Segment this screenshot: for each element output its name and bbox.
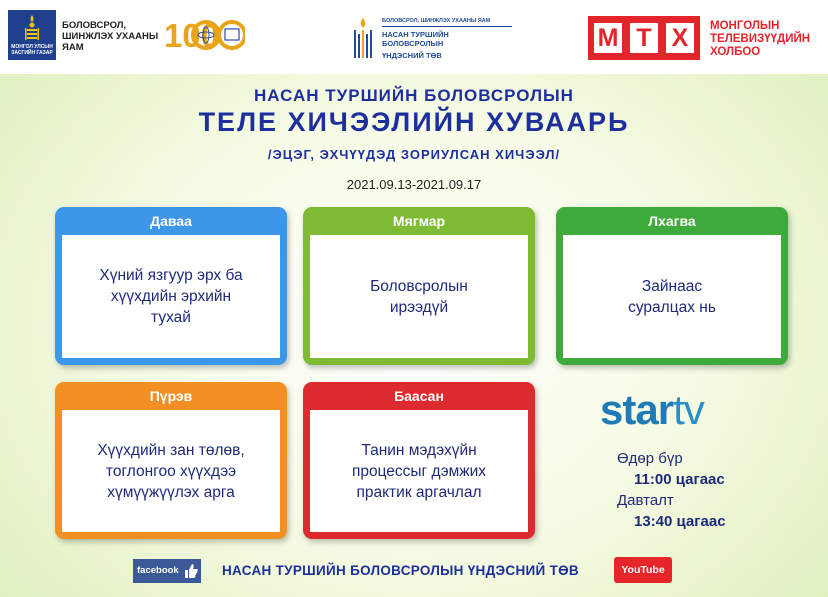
lesson-title: Хүний язгуур эрх ба хүүхдийн эрхийн тухай xyxy=(62,235,280,358)
mtx-name: МОНГОЛЫН ТЕЛЕВИЗҮҮДИЙН ХОЛБОО xyxy=(710,20,811,58)
government-logo xyxy=(8,10,56,60)
day-label: Лхагва xyxy=(648,213,696,229)
date-range: 2021.09.13-2021.09.17 xyxy=(346,177,482,192)
title-line-1: НАСАН ТУРШИЙН БОЛОВСРОЛЫН xyxy=(254,86,574,105)
daily-time: 11:00 цагаас xyxy=(634,471,725,488)
lesson-title: Боловсролын ирээдүй xyxy=(310,235,528,358)
schedule-card-thursday xyxy=(55,382,287,539)
startv-logo: startv xyxy=(600,386,704,433)
thumbs-up-icon xyxy=(184,563,198,579)
youtube-button[interactable]: YouTube xyxy=(614,557,672,583)
schedule-card-wednesday xyxy=(556,207,788,365)
day-label: Даваа xyxy=(150,213,192,229)
government-logo-caption: МОНГОЛ УЛСЫН ЗАСГИЙН ГАЗАР xyxy=(11,44,53,56)
lesson-title: Зайнаас суралцах нь xyxy=(563,235,781,358)
center-logo-text: БОЛОВСРОЛ, ШИНЖЛЭХ УХААНЫ ЯАМ НАСАН ТУРШИЙН БОЛОВСРОЛЫН ҮНДЭСНИЙ ТӨВ xyxy=(382,18,512,60)
day-label: Баасан xyxy=(394,388,444,404)
lesson-title: Хүүхдийн зан төлөв, тоглонгоо хүүхдээ хүмүүжүүлэх арга xyxy=(62,410,280,532)
lesson-title: Танин мэдэхүйн процессыг дэмжих практик аргачлал xyxy=(310,410,528,532)
schedule-card-tuesday xyxy=(303,207,535,365)
daily-label: Өдөр бүр xyxy=(617,450,683,467)
ministry-name: БОЛОВСРОЛ, ШИНЖЛЭХ УХААНЫ ЯАМ xyxy=(62,20,159,53)
day-label: Пүрэв xyxy=(149,388,193,404)
anniversary-number: 100 xyxy=(164,17,220,54)
repeat-label: Давталт xyxy=(617,492,674,509)
facebook-button[interactable]: facebook xyxy=(133,559,201,583)
schedule-card-friday xyxy=(303,382,535,539)
center-emblem-icon xyxy=(350,18,376,62)
page-title: ТЕЛЕ ХИЧЭЭЛИЙН ХУВААРЬ xyxy=(198,107,630,137)
top-logo-bar xyxy=(0,0,828,74)
anniversary-100-logo xyxy=(163,14,245,54)
footer-center-name: НАСАН ТУРШИЙН БОЛОВСРОЛЫН ҮНДЭСНИЙ ТӨВ xyxy=(222,563,579,578)
day-label: Мягмар xyxy=(392,213,446,229)
repeat-time: 13:40 цагаас xyxy=(634,513,726,530)
soyombo-emblem-icon xyxy=(24,15,40,41)
schedule-card-monday xyxy=(55,207,287,365)
subtitle: /ЭЦЭГ, ЭХЧҮҮДЭД ЗОРИУЛСАН ХИЧЭЭЛ/ xyxy=(267,147,561,162)
mtx-logo: М Т Х xyxy=(588,16,700,60)
